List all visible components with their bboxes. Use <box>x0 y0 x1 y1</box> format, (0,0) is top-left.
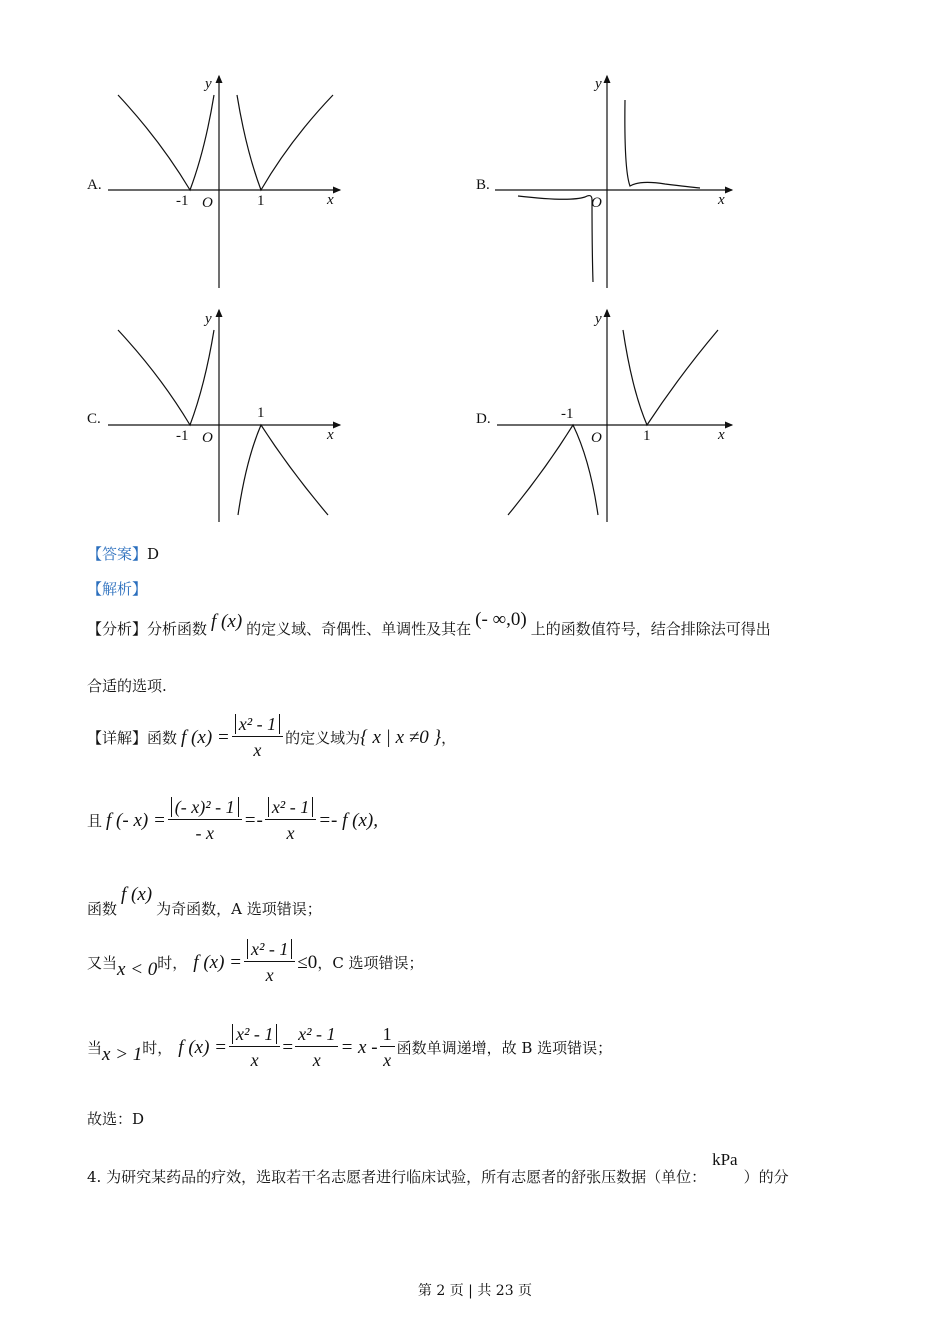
fraction <box>380 1022 395 1073</box>
denominator: x <box>265 965 274 985</box>
math-fx: f (x) <box>211 610 243 632</box>
text: 分析函数 <box>147 620 208 638</box>
math: f (x) = <box>178 1036 227 1058</box>
math: f (x) = <box>193 951 242 973</box>
denominator: x <box>253 740 262 760</box>
text: 为奇函数，A 选项错误； <box>156 900 322 918</box>
option-b-label: B. <box>476 177 490 193</box>
y-axis-label: y <box>205 76 212 92</box>
y-axis-label: y <box>205 311 212 327</box>
math-interval: (- ∞,0) <box>475 608 527 630</box>
math-condition: x > 1 <box>102 1043 143 1065</box>
y-axis-label: y <box>595 76 602 92</box>
text: 时， <box>142 1039 173 1057</box>
fraction <box>295 1022 338 1073</box>
odd-function-line <box>87 795 378 846</box>
text: 的定义域、奇偶性、单调性及其在 <box>246 620 472 638</box>
fraction <box>168 795 242 846</box>
numerator: x² - 1 <box>247 939 292 959</box>
text: ）的分 <box>743 1168 789 1186</box>
fraction <box>244 937 295 988</box>
option-b-wrong-line: 当 x > 1 时， f (x) = $\frac{\text{x² - 1}}{x}$ = $\frac{\text{x² - 1}}{x}$ = x - $\frac{1}{x}$ 函数单调递增，故 B 选项错误； <box>87 1022 612 1073</box>
numerator: x² - 1 <box>295 1022 338 1047</box>
tick-label: -1 <box>176 428 189 444</box>
question-4-line <box>87 1148 789 1187</box>
text: 当 <box>87 1039 103 1057</box>
origin-label: O <box>591 195 602 211</box>
math-fx: f (x) <box>121 883 153 905</box>
text: 的定义域为 <box>285 729 361 747</box>
xiangjie-line <box>87 712 456 763</box>
tick-label: 1 <box>257 193 265 209</box>
text: 函数单调递增，故 B 选项错误； <box>396 1039 613 1057</box>
text: 上的函数值符号，结合排除法可得出 <box>530 620 771 638</box>
fraction <box>265 795 316 846</box>
fraction <box>232 712 283 763</box>
graph-c <box>108 310 340 522</box>
fenxi-line <box>87 608 771 639</box>
tick-label: 1 <box>257 405 265 421</box>
numerator: x² - 1 <box>235 714 280 734</box>
origin-label: O <box>202 195 213 211</box>
x-axis-label: x <box>327 192 334 208</box>
text: 又当 <box>87 954 118 972</box>
denominator: x <box>250 1050 259 1070</box>
denominator: x <box>383 1050 392 1070</box>
tick-label: -1 <box>176 193 189 209</box>
graph-b <box>495 76 732 288</box>
math: f (- x) = <box>106 809 166 831</box>
x-axis-label: x <box>718 192 725 208</box>
option-a-label: A. <box>87 177 102 193</box>
denominator: x <box>286 823 295 843</box>
numerator: x² - 1 <box>268 797 313 817</box>
math: =- <box>243 809 263 831</box>
analysis-tag: 【解析】 <box>87 580 148 598</box>
math: =- f (x), <box>318 809 378 831</box>
xiangjie-tag: 【详解】 <box>87 729 148 747</box>
numerator: (- x)² - 1 <box>171 797 239 817</box>
text: ， <box>441 729 457 747</box>
tick-label: 1 <box>643 428 651 444</box>
denominator: x <box>312 1050 321 1070</box>
x-axis-label: x <box>327 427 334 443</box>
origin-label: O <box>591 430 602 446</box>
numerator: 1 <box>380 1022 395 1047</box>
conclusion: 故选：D <box>87 1110 145 1128</box>
text: 合适的选项. <box>87 677 167 695</box>
graph-d <box>497 310 732 522</box>
math-domain: { x | x ≠0 } <box>360 726 442 748</box>
fenxi-tag: 【分析】 <box>87 620 148 638</box>
math: ≤0 <box>297 951 318 973</box>
tick-label: -1 <box>561 406 574 422</box>
option-c-wrong-line <box>87 937 424 988</box>
option-c-label: C. <box>87 411 101 427</box>
fraction <box>229 1022 280 1073</box>
option-a-wrong-line <box>87 880 322 919</box>
text: 4. 为研究某药品的疗效，选取若干名志愿者进行临床试验，所有志愿者的舒张压数据（单位： <box>87 1168 707 1186</box>
x-axis-label: x <box>718 427 725 443</box>
graph-a <box>108 76 340 288</box>
text: 函数 <box>147 729 178 747</box>
option-graphs <box>0 0 950 560</box>
text: ，C 选项错误； <box>317 954 424 972</box>
answer-line <box>87 543 159 564</box>
answer-value: D <box>147 544 160 563</box>
math: = x - <box>340 1036 378 1058</box>
option-d-label: D. <box>476 411 491 427</box>
numerator: x² - 1 <box>232 1024 277 1044</box>
page-footer: 第 2 页 | 共 23 页 <box>417 1283 533 1299</box>
text: 函数 <box>87 900 118 918</box>
y-axis-label: y <box>595 311 602 327</box>
denominator: - x <box>195 823 214 843</box>
math: f (x) = <box>181 726 230 748</box>
origin-label: O <box>202 430 213 446</box>
answer-tag: 【答案】 <box>87 545 148 563</box>
unit: kPa <box>712 1149 738 1169</box>
text: 且 <box>87 812 103 830</box>
text: 时， <box>157 954 188 972</box>
math-condition: x < 0 <box>117 958 158 980</box>
